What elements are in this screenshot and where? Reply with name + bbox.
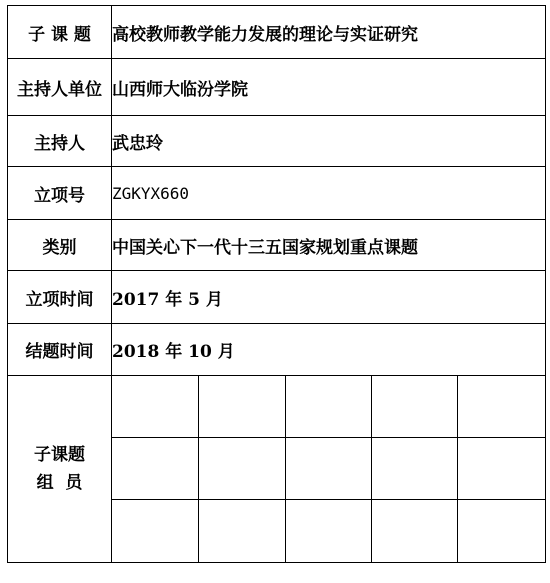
member-cell[interactable]	[458, 500, 546, 563]
category-value: 中国关心下一代十三五国家规划重点课题	[112, 220, 546, 271]
category-label: 类别	[8, 220, 112, 271]
end-time-value: 2018 年 10 月	[112, 324, 546, 376]
row-end-time	[8, 324, 546, 376]
member-cell[interactable]	[458, 438, 546, 500]
member-cell[interactable]	[372, 376, 458, 438]
subproject-value: 高校教师教学能力发展的理论与实证研究	[112, 6, 546, 59]
row-subproject	[8, 6, 546, 59]
row-start-time	[8, 271, 546, 324]
members-row-1	[8, 376, 546, 438]
host-label: 主持人	[8, 116, 112, 167]
project-number-label: 立项号	[8, 167, 112, 220]
member-cell[interactable]	[112, 438, 199, 500]
member-cell[interactable]	[199, 376, 286, 438]
row-host-unit	[8, 59, 546, 116]
host-unit-label: 主持人单位	[8, 59, 112, 116]
member-cell[interactable]	[458, 376, 546, 438]
host-unit-value: 山西师大临汾学院	[112, 59, 546, 116]
members-label	[8, 376, 112, 563]
member-cell[interactable]	[112, 500, 199, 563]
members-label-line1: 子课题	[34, 445, 85, 465]
host-value: 武忠玲	[112, 116, 546, 167]
member-cell[interactable]	[286, 500, 372, 563]
member-cell[interactable]	[372, 500, 458, 563]
members-label-line2: 组 员	[36, 473, 83, 493]
subproject-label: 子 课 题	[8, 6, 112, 59]
project-number-value: ZGKYX660	[112, 167, 546, 220]
member-cell[interactable]	[286, 438, 372, 500]
member-cell[interactable]	[112, 376, 199, 438]
row-host	[8, 116, 546, 167]
member-cell[interactable]	[199, 500, 286, 563]
start-time-label: 立项时间	[8, 271, 112, 324]
member-cell[interactable]	[199, 438, 286, 500]
end-time-label: 结题时间	[8, 324, 112, 376]
start-time-value: 2017 年 5 月	[112, 271, 546, 324]
project-info-table	[7, 5, 546, 563]
row-category	[8, 220, 546, 271]
member-cell[interactable]	[286, 376, 372, 438]
member-cell[interactable]	[372, 438, 458, 500]
row-project-number	[8, 167, 546, 220]
